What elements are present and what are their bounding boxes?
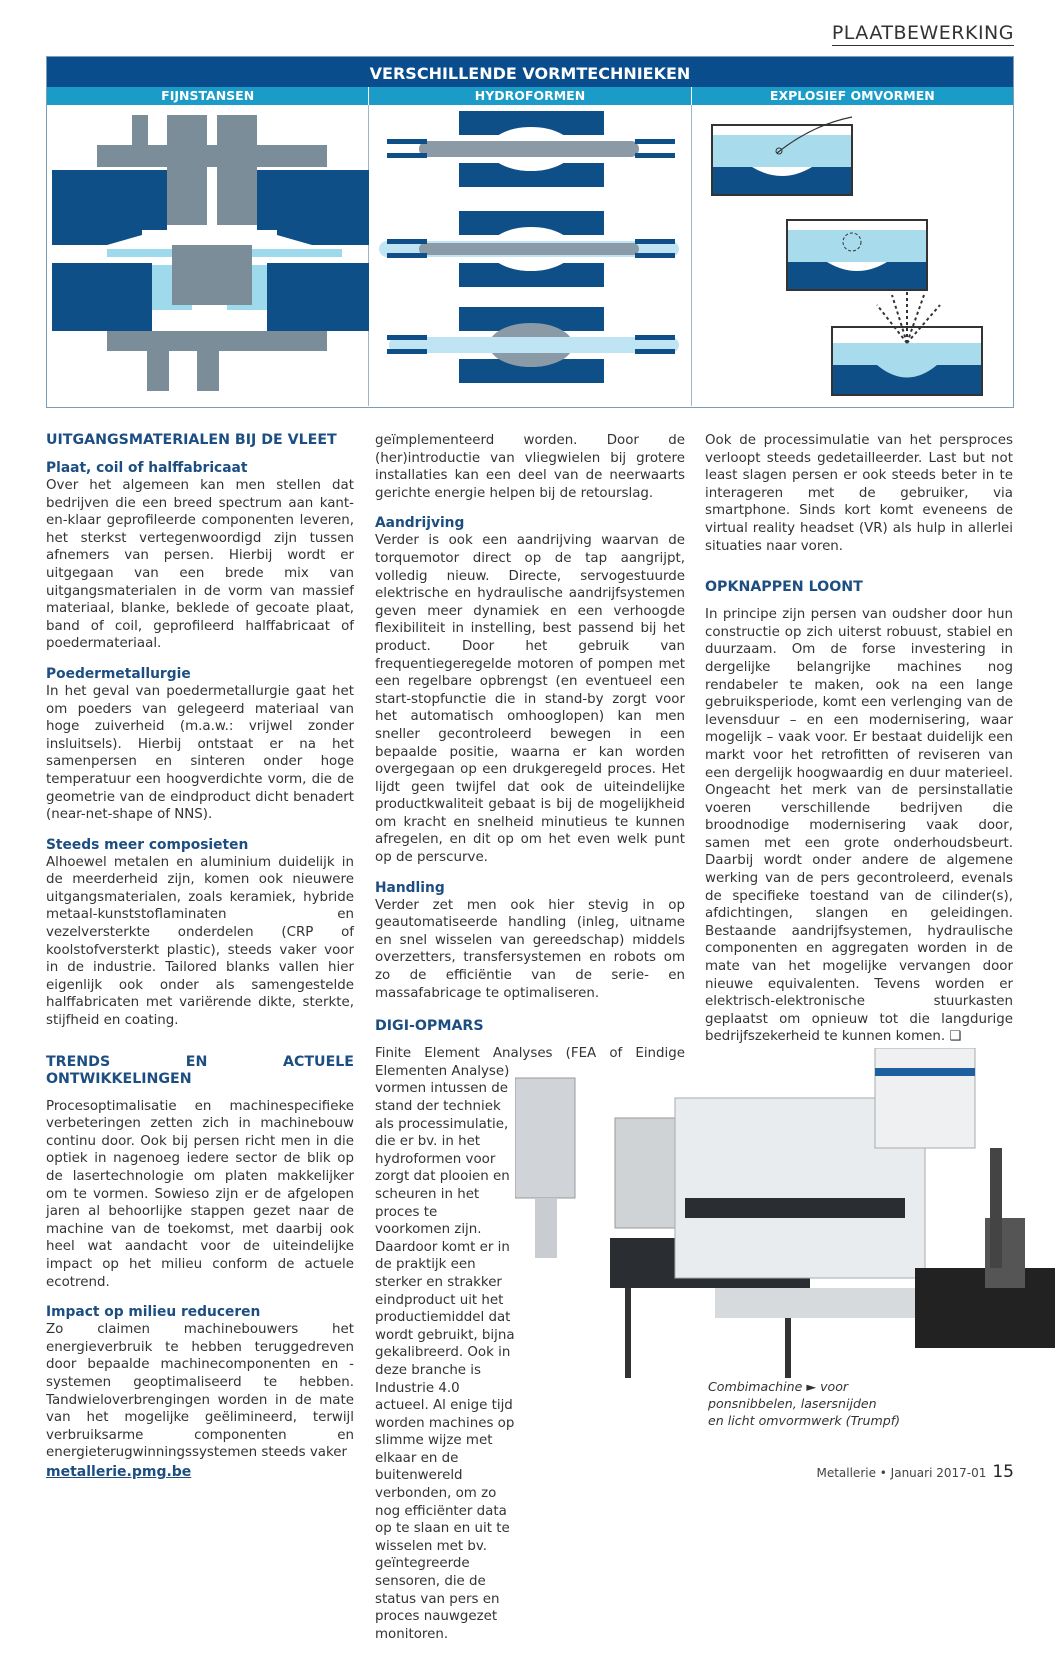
caption-line-2: ponsnibbelen, lasersnijden	[708, 1396, 877, 1411]
paragraph-handling: Verder zet men ook hier stevig in op geautomatiseerde handling (inleg, uitname en snel wisselen van gereedschap) middels overzetters, transfersystemen en robots om zo de efficiëntie van de serie- en massafabricage te optimaliseren.	[375, 897, 685, 1001]
paragraph-plaat: Over het algemeen kan men stellen dat bedrijven die een breed spectrum aan kant-en-klaar geprofileerde componenten leveren, het sterkst vertegenwoordigd zijn tussen afnemers van persen. Hierbij wordt er uitgegaan van een brede mix van uitgangsmaterialen in de vorm van massief materiaal, blanke, beklede of gecoate plaat, band of coil, geprofileerd halffabricaat of poedermateriaal.	[46, 478, 354, 652]
footer-issue	[816, 1462, 1014, 1482]
text-column-2	[375, 432, 685, 1655]
caption-line-3: en licht omvormwerk (Trumpf)	[708, 1413, 901, 1428]
paragraph-composieten: Alhoewel metalen en aluminium duidelijk in de meerderheid zijn, komen ook nieuwere uitgangsmaterialen, zoals keramiek, hybride metaal-kunststoflaminaten en vezelversterkte onderdelen (CRP of koolstofversterkt plastic), steeds vaker voor in de industrie. Tailored blanks vallen hier eigenlijk ook onder als samengestelde halffabricaten met variërende dikte, sterkte, stijfheid en coating.	[46, 854, 354, 1029]
figure-col-explosief: EXPLOSIEF OMVORMEN	[769, 88, 935, 103]
paragraph-aandrijving: Verder is ook een aandrijving waarvan de torquemotor direct op de tap aangrijpt, volledig nieuw. Directe, servogestuurde elektrische en hydraulische aandrijfsystemen geven meer dynamiek en een verhoogde flexibiliteit in instelling, best passend bij het product. Door het gebruik van frequentiegeregelde motoren of pompen met een regelbare opbrengst (en eventueel een start-stopfunctie die in stand-by zorgt voor het automatisch omhooglopen) kan men sneller gecontroleerd bewegen in een bepaalde positie, waarna er kan worden overgegaan op een drukgeregeld proces. Het lijdt geen twijfel dat ook de uiteindelijke productkwaliteit gebaat is bij de mogelijkheid om kracht en snelheid minutieus te kunnen afregelen, en dit op om het even welk punt op de perscurve.	[375, 533, 685, 866]
page-number: 15	[992, 1462, 1014, 1482]
paragraph-continued-3: Ook de processimulatie van het persproces verloopt steeds gedetailleerder. Last but not least slagen persen er ook steeds beter in te interageren met de gebruiker, via smartphone. Sinds kort komt eveneens de virtual reality headset (VR) als hulp in allerlei situaties naar voren.	[705, 433, 1013, 554]
figure-title: VERSCHILLENDE VORMTECHNIEKEN	[47, 57, 1013, 87]
heading-digi: DIGI-OPMARS	[375, 1018, 484, 1035]
subheading-poeder: Poedermetallurgie	[46, 665, 191, 682]
hydroforming-diagram	[369, 105, 691, 406]
paragraph-opknappen: In principe zijn persen van oudsher door hun constructie op zich uiterst robuust, stabiel en duurzaam. Om de forse investering in dergelijke belangrijke machines nog rendabeler te maken, ook na een lange gebruiksperiode, komt een verlenging van de levensduur – en een modernisering, waar mogelijk – vaak voor. Er bestaat duidelijk een markt voor het retrofitten of reviseren van een dergelijk hoogwaardig en duur materieel. Ongeacht het merk van de persinstallatie voeren verschillende bedrijven die broodnodige modernisering vaak door, samen met een grote onderhoudsbeurt. Daarbij wordt onder andere de algemene werking van de pers gecontroleerd, evenals de specifieke toestand van de cilinder(s), afdichtingen, slangen en geleidingen. Bestaande aandrijfsystemen, hydraulische componenten en aggregaten worden in de mate van het mogelijke vervangen door nieuwe equivalenten. Tevens worden er elektrisch-elektronische stuurkasten geplaatst om opnieuw tot die langdurige bedrijfszekerheid te kunnen komen. ❑	[705, 607, 1013, 1045]
explosive-forming-diagram	[692, 105, 1013, 406]
figure-col-fijnstansen: FIJNSTANSEN	[47, 87, 369, 105]
footer-site-link[interactable]: metallerie.pmg.be	[46, 1464, 192, 1480]
heading-trends: TRENDS EN ACTUELE ONTWIKKELINGEN	[46, 1053, 354, 1087]
heading-materials: UITGANGSMATERIALEN BIJ DE VLEET	[46, 432, 337, 448]
subheading-aandrijving: Aandrijving	[375, 515, 465, 532]
text-column-1	[46, 432, 354, 1474]
text-column-3	[705, 432, 1013, 1058]
subheading-handling: Handling	[375, 879, 445, 896]
subheading-composieten: Steeds meer composieten	[46, 836, 249, 853]
figure-column-headers	[47, 87, 1013, 105]
paragraph-continued: geïmplementeerd worden. Door de (her)introductie van vliegwielen bij grotere installaties kan een deel van de neerwaarts gerichte energie helpen bij de retourslag.	[375, 433, 685, 501]
forming-techniques-figure	[46, 56, 1014, 408]
figure-col-hydroformen: HYDROFORMEN	[369, 87, 691, 105]
caption-line-1: Combimachine ► voor	[708, 1379, 849, 1394]
subheading-plaat: Plaat, coil of halffabricaat	[46, 460, 248, 476]
paragraph-impact: Zo claimen machinebouwers het energieverbruik te hebben teruggedreven door bepaalde machinecomponenten en -systemen geoptimaliseerd te hebben. Tandwieloverbrengingen worden in de mate van het mogelijke geëlimineerd, terwijl verbruiksarme componenten en energieterugwinningssystemen steeds vaker	[46, 1322, 354, 1461]
footer-issue-text: Metallerie • Januari 2017-01	[816, 1466, 987, 1480]
subheading-impact: Impact op milieu reduceren	[46, 1304, 261, 1321]
paragraph-digi-1: Finite Element Analyses (FEA of Eindige Elementen Analyse)	[375, 1046, 685, 1079]
paragraph-trends: Procesoptimalisatie en machinespecifieke verbeteringen zetten zich in machinebouw continu door. Ook bij persen richt men in die optiek in nagenoeg iedere sector de blik op de lasertechnologie om platen makkelijker om te vormen. Sowieso zijn er de afgelopen jaren al behoorlijke stappen gezet naar de machine van de toekomst, met daarbij ook heel wat aandacht voor de uiteindelijke impact op het milieu conform de actuele ecotrend.	[46, 1098, 354, 1290]
combi-machine-photo	[515, 1048, 1058, 1418]
paragraph-digi-2: vormen intussen de stand der techniek als processimulatie, die er bv. in het hydroformen voor zorgt dat plooien en scheuren in het proces te voorkomen zijn. Daardoor komt er in de praktijk een sterker en strakker eindproduct uit het productiemiddel dat wordt gebruikt, bijna gekalibreerd. Ook in deze branche is Industrie 4.0 actueel. Al enige tijd worden machines op slimme wijze met elkaar en de buitenwereld verbonden, om zo nog efficiënter data op te slaan en uit te wisselen met bv. geïntegreerde sensoren, die de status van pers en proces nauwgezet monitoren.	[375, 1081, 515, 1642]
heading-opknappen: OPKNAPPEN LOONT	[705, 579, 863, 596]
fine-blanking-diagram	[47, 105, 369, 406]
paragraph-poeder: In het geval van poedermetallurgie gaat het om poeders van gelegeerd materiaal van hoge zuiverheid (m.a.w.: vrijwel zonder insluitsels). Hierbij ontstaat er na het samenpersen en sinteren onder hoge temperatuur een hoogverdichte vorm, die de geometrie van de eindproduct dicht benadert (near-net-shape of NNS).	[46, 683, 354, 823]
photo-caption	[708, 1378, 900, 1429]
section-label: PLAATBEWERKING	[831, 22, 1014, 44]
